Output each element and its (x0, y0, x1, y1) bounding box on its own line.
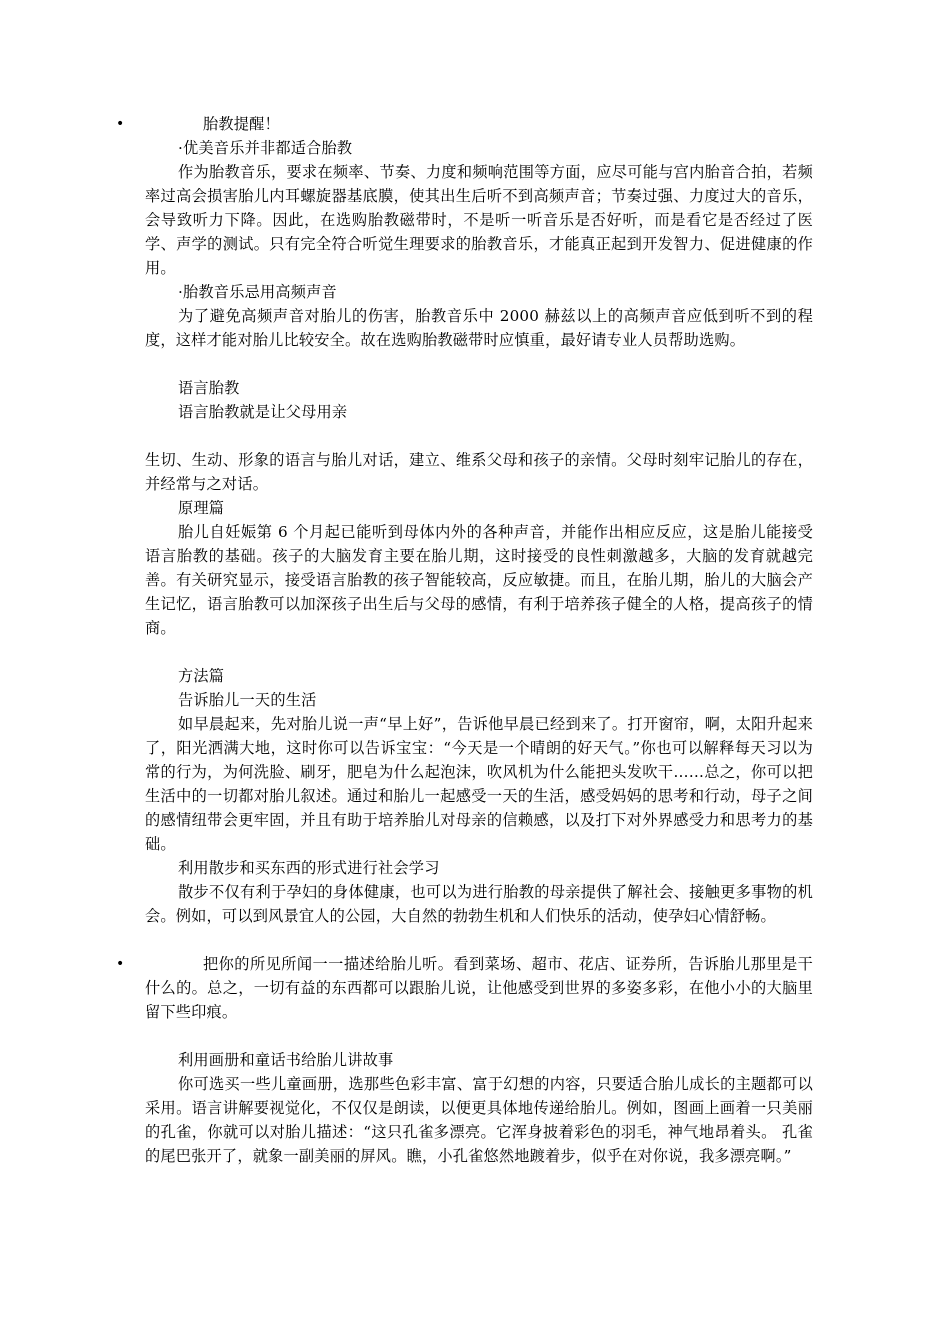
subheading: 利用散步和买东西的形式进行社会学习 (178, 859, 440, 877)
paragraph: 胎儿自妊娠第 6 个月起已能听到母体内外的各种声音，并能作出相应反应，这是胎儿能接受语言胎教的基础。孩子的大脑发育主要在胎儿期，这时接受的良性刺激越多，大脑的发育就越完善。有关研究显示，接受语言胎教的孩子智能较高，反应敏捷。而且，在胎儿期，胎儿的大脑会产生记忆，语言胎教可以加深孩子出生后与父母的感情，有利于培养孩子健全的人格，提高孩子的情商。 (145, 523, 813, 637)
paragraph: 你可选买一些儿童画册，选那些色彩丰富、富于幻想的内容，只要适合胎儿成长的主题都可以采用。语言讲解要视觉化，不仅仅是朗读，以便更具体地传递给胎儿。例如，图画上画着一只美丽的孔雀，你就可以对胎儿描述：“这只孔雀多漂亮。它浑身披着彩色的羽毛，神气地昂着头。 孔雀的尾巴张开了，就象一副美丽的屏风。瞧，小孔雀悠然地踱着步，似乎在对你说，我多漂亮啊。” (145, 1075, 813, 1165)
paragraph: 生切、生动、形象的语言与胎儿对话，建立、维系父母和孩子的亲情。父母时刻牢记胎儿的存在，并经常与之对话。 (145, 451, 813, 493)
document-body (116, 112, 813, 1168)
section-title: 胎教提醒！ (203, 115, 280, 133)
spacer (145, 424, 813, 448)
spacer (145, 640, 813, 664)
paragraph: 语言胎教就是让父母用亲 (178, 403, 348, 421)
paragraph: 散步不仅有利于孕妇的身体健康，也可以为进行胎教的母亲提供了解社会、接触更多事物的机会。例如，可以到风景宜人的公园，大自然的勃勃生机和人们快乐的活动，使孕妇心情舒畅。 (145, 883, 813, 925)
paragraph: 为了避免高频声音对胎儿的伤害，胎教音乐中 2000 赫兹以上的高频声音应低到听不到的程度，这样才能对胎儿比较安全。故在选购胎教磁带时应慎重，最好请专业人员帮助选购。 (145, 307, 813, 349)
paragraph: 把你的所见所闻一一描述给胎儿听。看到菜场、超市、花店、证券所，告诉胎儿那里是干什么的。总之，一切有益的东西都可以跟胎儿说，让他感受到世界的多姿多彩，在他小小的大脑里留下些印痕。 (145, 955, 813, 1021)
subheading: 告诉胎儿一天的生活 (178, 691, 317, 709)
paragraph: 如早晨起来，先对胎儿说一声“早上好”，告诉他早晨已经到来了。打开窗帘，啊，太阳升起来了，阳光洒满大地，这时你可以告诉宝宝：“今天是一个晴朗的好天气。”你也可以解释每天习以为常的行为，为何洗脸、刷牙，肥皂为什么起泡沫，吹风机为什么能把头发吹干……总之，你可以把生活中的一切都对胎儿叙述。通过和胎儿一起感受一天的生活，感受妈妈的思考和行动，母子之间的感情纽带会更牢固，并且有助于培养胎儿对母亲的信赖感，以及打下对外界感受力和思考力的基础。 (145, 715, 813, 853)
subheading: 原理篇 (178, 499, 225, 517)
paragraph: 作为胎教音乐，要求在频率、节奏、力度和频响范围等方面，应尽可能与宫内胎音合拍，若频率过高会损害胎儿内耳螺旋器基底膜，使其出生后听不到高频声音；节奏过强、力度过大的音乐，会导致听力下降。因此，在选购胎教磁带时，不是听一听音乐是否好听，而是看它是否经过了医学、声学的测试。只有完全符合听觉生理要求的胎教音乐，才能真正起到开发智力、促进健康的作用。 (145, 163, 813, 277)
subheading: 利用画册和童话书给胎儿讲故事 (178, 1051, 394, 1069)
spacer (145, 352, 813, 376)
spacer (145, 1024, 813, 1048)
subheading: 语言胎教 (178, 379, 240, 397)
subheading: ·胎教音乐忌用高频声音 (178, 283, 337, 301)
spacer (145, 928, 813, 952)
subheading: ·优美音乐并非都适合胎教 (178, 139, 353, 157)
subheading: 方法篇 (178, 667, 225, 685)
bullet-marker: • (116, 116, 125, 132)
bullet-marker: • (116, 956, 125, 972)
list-item (116, 112, 813, 136)
list-item (116, 952, 813, 1024)
